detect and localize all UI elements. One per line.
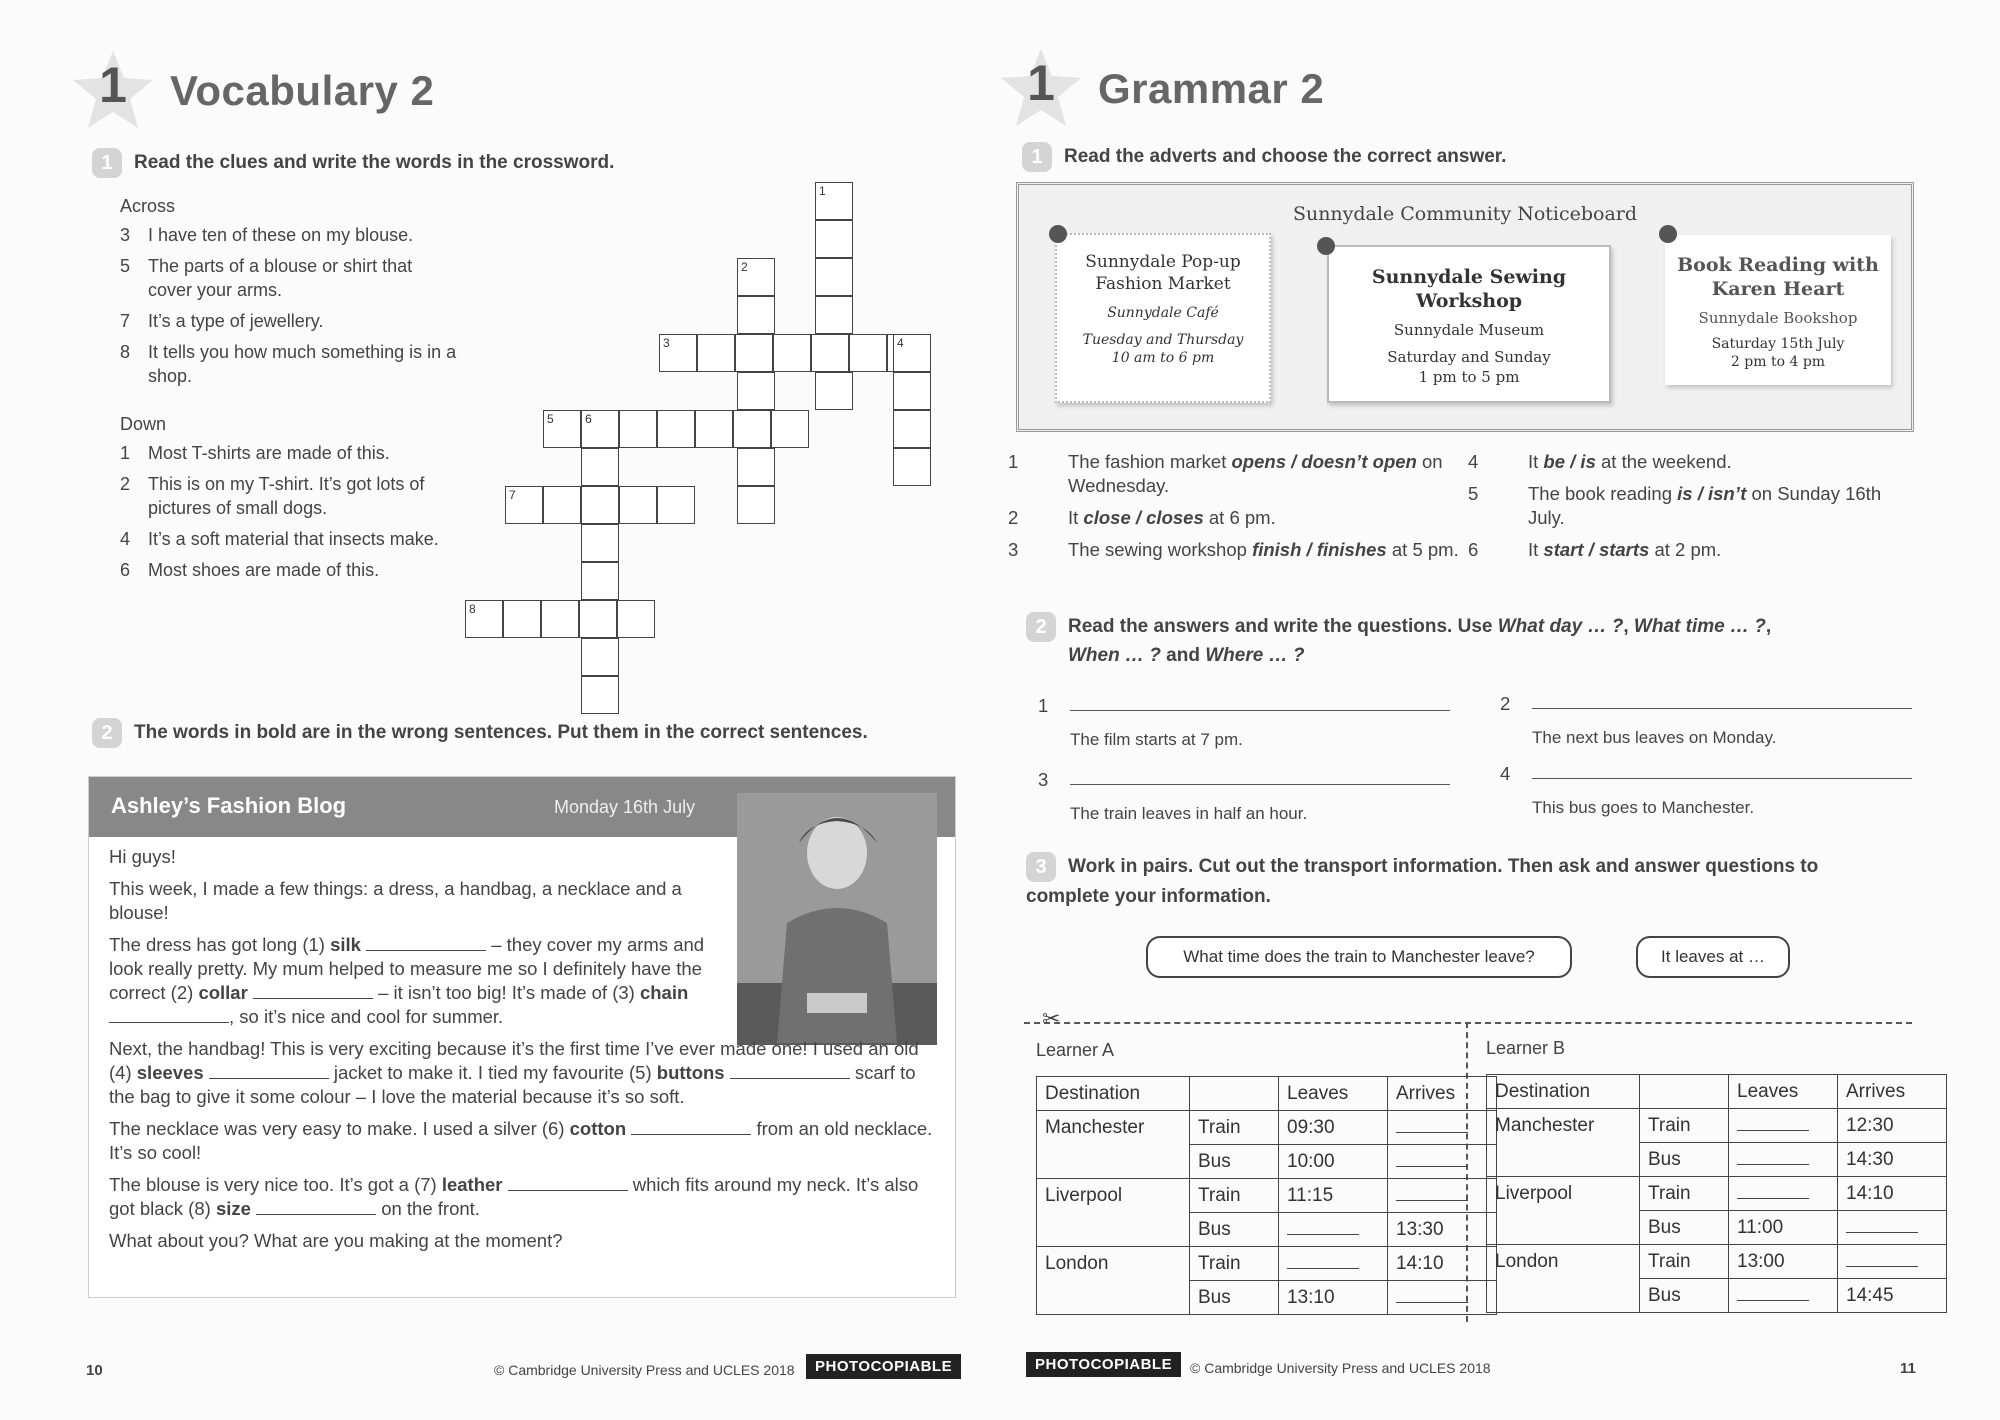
- crossword-cell[interactable]: 5: [543, 410, 581, 448]
- header-cell: Arrives: [1388, 1077, 1497, 1111]
- leaves-blank[interactable]: [1279, 1213, 1388, 1247]
- header-cell: Leaves: [1729, 1075, 1838, 1109]
- crossword-cell[interactable]: [737, 372, 775, 410]
- mode-cell: Bus: [1640, 1143, 1729, 1177]
- crossword-cell[interactable]: [503, 600, 541, 638]
- grammar-question: 2 It close / closes at 6 pm.: [1008, 507, 1276, 528]
- grammar-question: 5 The book reading is / isn’t on Sunday 16th July.: [1468, 483, 1882, 528]
- leaves-cell: 11:00: [1729, 1211, 1838, 1245]
- crossword-cell[interactable]: 4: [893, 334, 931, 372]
- page-number-left: 10: [86, 1362, 103, 1379]
- fashion-blog: [88, 776, 956, 1298]
- leaves-cell: 13:10: [1279, 1281, 1388, 1315]
- grammar-exercise-2-instruction: 2 Read the answers and write the questions. Use What day … ?, What time … ?, When … ? and Where … ?: [1026, 612, 1886, 670]
- clues: [120, 196, 460, 589]
- answer-choice[interactable]: start / starts: [1543, 539, 1650, 560]
- down-heading: Down: [120, 414, 167, 434]
- crossword-cell[interactable]: [619, 486, 657, 524]
- crossword-cell[interactable]: [737, 448, 775, 486]
- mode-cell: Train: [1640, 1177, 1729, 1211]
- arrives-cell: 14:10: [1838, 1177, 1947, 1211]
- crossword-cell[interactable]: [815, 372, 853, 410]
- mode-cell: Train: [1640, 1245, 1729, 1279]
- arrives-blank[interactable]: [1838, 1211, 1947, 1245]
- crossword-cell[interactable]: 1: [815, 182, 853, 220]
- table-row: [1487, 1177, 1947, 1211]
- destination-cell: Manchester: [1487, 1109, 1640, 1177]
- grammar-exercise-3-instruction: 3 Work in pairs. Cut out the transport information. Then ask and answer questions to complete your information.: [1026, 852, 1906, 911]
- exercise-badge: 1: [1022, 142, 1052, 172]
- crossword-cell[interactable]: [617, 600, 655, 638]
- arrives-blank[interactable]: [1388, 1145, 1497, 1179]
- question-number: 1: [1038, 695, 1049, 716]
- destination-cell: Manchester: [1037, 1111, 1190, 1179]
- answer-choice[interactable]: finish / finishes: [1252, 539, 1387, 560]
- arrives-cell: 14:45: [1838, 1279, 1947, 1313]
- speech-bubble-answer: It leaves at …: [1636, 936, 1790, 978]
- given-answer: The next bus leaves on Monday.: [1532, 728, 1777, 747]
- clue-item: 6 Most shoes are made of this.: [120, 560, 380, 580]
- pin-icon: [1049, 225, 1067, 243]
- question-number: 3: [1038, 769, 1049, 790]
- crossword-cell[interactable]: [737, 296, 775, 334]
- mode-cell: Train: [1190, 1179, 1279, 1213]
- learner-a-label: Learner A: [1036, 1040, 1115, 1060]
- mode-cell: Bus: [1190, 1213, 1279, 1247]
- exercise-badge: 1: [92, 148, 122, 178]
- crossword-cell[interactable]: [737, 486, 775, 524]
- crossword-cell[interactable]: 7: [505, 486, 543, 524]
- crossword-cell[interactable]: [773, 334, 811, 372]
- leaves-cell: 10:00: [1279, 1145, 1388, 1179]
- given-answer: This bus goes to Manchester.: [1532, 798, 1755, 817]
- crossword-cell[interactable]: 2: [737, 258, 775, 296]
- answer-choice[interactable]: be / is: [1543, 451, 1596, 472]
- destination-cell: London: [1487, 1245, 1640, 1313]
- blog-date: Monday 16th July: [554, 797, 696, 817]
- header-cell: Arrives: [1838, 1075, 1947, 1109]
- grammar-question: 3 The sewing workshop finish / finishes at 5 pm.: [1008, 539, 1459, 560]
- exercise-1-instruction: 1 Read the clues and write the words in the crossword.: [92, 148, 614, 178]
- timetable-learner-a: [1036, 1076, 1497, 1315]
- exercise-2-instruction: 2 The words in bold are in the wrong sentences. Put them in the correct sentences.: [92, 718, 868, 748]
- mode-cell: Bus: [1640, 1211, 1729, 1245]
- unit-title-grammar: [998, 46, 1324, 132]
- leaves-blank[interactable]: [1279, 1247, 1388, 1281]
- crossword-cell[interactable]: [815, 296, 853, 334]
- arrives-blank[interactable]: [1388, 1179, 1497, 1213]
- scissors-icon: ✂: [1042, 1006, 1061, 1031]
- leaves-blank[interactable]: [1729, 1143, 1838, 1177]
- question-number: 2: [1500, 693, 1511, 714]
- crossword-cell[interactable]: [811, 334, 849, 372]
- photocopiable-label-left: PHOTOCOPIABLE: [806, 1354, 961, 1379]
- leaves-blank[interactable]: [1729, 1279, 1838, 1313]
- advert-sewing-workshop: Sunnydale Sewing Workshop Sunnydale Museum Saturday and Sunday 1 pm to 5 pm: [1327, 245, 1611, 403]
- crossword-cell[interactable]: [815, 258, 853, 296]
- copyright-left: © Cambridge University Press and UCLES 2018: [494, 1362, 795, 1378]
- star-icon: [998, 46, 1084, 132]
- mode-cell: Bus: [1190, 1281, 1279, 1315]
- table-header: [1487, 1075, 1947, 1109]
- answer-line[interactable]: [1532, 778, 1912, 779]
- crossword-cell[interactable]: [697, 334, 735, 372]
- speech-bubble-question: What time does the train to Manchester leave?: [1146, 936, 1572, 978]
- noticeboard-title: Sunnydale Community Noticeboard: [1292, 203, 1638, 225]
- table-row: [1487, 1109, 1947, 1143]
- clue-item: 1 Most T-shirts are made of this.: [120, 443, 390, 463]
- blog-text: Hi guys! This week, I made a few things: a dress, a handbag, a necklace and a blouse! The dress has got long (1) silk – they cover my arms and look really pretty. My mum helped to measure me so I definitely have the correct (2) collar – it isn’t too big! It’s made of (3) chain , so it’s nice and cool for summer. Next, the handbag! This is very exciting because it’s the first time I’ve ever made one! I used an old (4) sleeves jacket to make it. I tied my favourite (5) buttons scarf to the bag to give it some colour – I love the material because it’s so soft. The necklace was very easy to make. I used a silver (6) cotton from an old necklace. It’s so cool! The blouse is very nice too. It’s got a (7) leather which fits around my neck. It’s also got black (8) size on the front. What about you? What are you making at the moment?: [109, 846, 933, 1251]
- answer-choice[interactable]: is / isn’t: [1677, 483, 1747, 504]
- cut-line: [1024, 1022, 1912, 1024]
- learner-b-label: Learner B: [1486, 1038, 1566, 1058]
- crossword-cell[interactable]: [579, 600, 617, 638]
- header-cell: Destination: [1037, 1077, 1190, 1111]
- crossword-cell[interactable]: 6: [581, 410, 619, 448]
- clue-item: 5 The parts of a blouse or shirt that cover your arms.: [120, 256, 413, 300]
- crossword-cell[interactable]: [657, 486, 695, 524]
- pin-icon: [1659, 225, 1677, 243]
- leaves-blank[interactable]: [1729, 1177, 1838, 1211]
- clue-item: 3 I have ten of these on my blouse.: [120, 225, 414, 245]
- photocopiable-label-right: PHOTOCOPIABLE: [1026, 1352, 1181, 1377]
- answer-line[interactable]: [1070, 784, 1450, 785]
- copyright-right: © Cambridge University Press and UCLES 2018: [1190, 1360, 1491, 1376]
- arrives-cell: 13:30: [1388, 1213, 1497, 1247]
- unit-number: 1: [99, 57, 127, 113]
- crossword-cell[interactable]: 8: [465, 600, 503, 638]
- community-noticeboard: [1016, 182, 1914, 432]
- mode-cell: Bus: [1640, 1279, 1729, 1313]
- crossword-cell[interactable]: [581, 638, 619, 676]
- crossword-cell[interactable]: [619, 410, 657, 448]
- pin-icon: [1317, 237, 1335, 255]
- arrives-blank[interactable]: [1388, 1281, 1497, 1315]
- header-cell: [1640, 1075, 1729, 1109]
- arrives-blank[interactable]: [1388, 1111, 1497, 1145]
- unit-number: 1: [1027, 55, 1055, 111]
- crossword-cell[interactable]: [893, 410, 931, 448]
- mode-cell: Train: [1190, 1111, 1279, 1145]
- exercise-badge: 3: [1026, 852, 1056, 882]
- answer-choice[interactable]: close / closes: [1083, 507, 1204, 528]
- crossword-cell[interactable]: [695, 410, 733, 448]
- grammar-question: 6 It start / starts at 2 pm.: [1468, 539, 1722, 560]
- table-row: [1037, 1111, 1497, 1145]
- table-header: [1037, 1077, 1497, 1111]
- arrives-cell: 14:10: [1388, 1247, 1497, 1281]
- header-cell: Destination: [1487, 1075, 1640, 1109]
- crossword-cell[interactable]: [581, 562, 619, 600]
- destination-cell: London: [1037, 1247, 1190, 1315]
- clue-item: 7 It’s a type of jewellery.: [120, 311, 324, 331]
- answer-line[interactable]: [1070, 710, 1450, 711]
- grammar-question: 4 It be / is at the weekend.: [1468, 451, 1732, 472]
- crossword-cell[interactable]: [581, 524, 619, 562]
- header-cell: Leaves: [1279, 1077, 1388, 1111]
- given-answer: The train leaves in half an hour.: [1070, 804, 1308, 823]
- page-number-right: 11: [1900, 1360, 1916, 1377]
- header-cell: [1190, 1077, 1279, 1111]
- crossword-cell[interactable]: [849, 334, 887, 372]
- question-number: 4: [1500, 763, 1511, 784]
- timetable-learner-b: [1486, 1074, 1947, 1313]
- crossword-cell[interactable]: [581, 448, 619, 486]
- crossword-cell[interactable]: [657, 410, 695, 448]
- leaves-cell: 13:00: [1729, 1245, 1838, 1279]
- table-row: [1487, 1245, 1947, 1279]
- mode-cell: Train: [1640, 1109, 1729, 1143]
- arrives-blank[interactable]: [1838, 1245, 1947, 1279]
- crossword-cell[interactable]: [581, 486, 619, 524]
- given-answer: The film starts at 7 pm.: [1070, 730, 1243, 749]
- crossword-cell[interactable]: [815, 220, 853, 258]
- page-title: Grammar 2: [1098, 65, 1325, 112]
- crossword-cell[interactable]: 3: [659, 334, 697, 372]
- crossword-cell[interactable]: [733, 410, 771, 448]
- answer-choice[interactable]: opens / doesn’t open: [1231, 451, 1417, 472]
- crossword-cell[interactable]: [735, 334, 773, 372]
- crossword-cell[interactable]: [893, 372, 931, 410]
- arrives-cell: 14:30: [1838, 1143, 1947, 1177]
- advert-fashion-market: Sunnydale Pop-up Fashion Market Sunnydale Café Tuesday and Thursday 10 am to 6 pm: [1055, 233, 1271, 403]
- across-heading: Across: [120, 196, 176, 216]
- destination-cell: Liverpool: [1037, 1179, 1190, 1247]
- crossword-cell[interactable]: [893, 448, 931, 486]
- crossword-cell[interactable]: [541, 600, 579, 638]
- advert-book-reading: Book Reading with Karen Heart Sunnydale Bookshop Saturday 15th July 2 pm to 4 pm: [1665, 235, 1891, 385]
- clue-item: 2 This is on my T-shirt. It’s got lots of pictures of small dogs.: [120, 474, 425, 518]
- blog-title: Ashley’s Fashion Blog: [111, 793, 347, 818]
- grammar-question: 1 The fashion market opens / doesn’t open on Wednesday.: [1008, 451, 1443, 496]
- grammar-exercise-1-instruction: 1 Read the adverts and choose the correct answer.: [1022, 142, 1506, 172]
- page-title: Vocabulary 2: [170, 67, 435, 114]
- exercise-badge: 2: [1026, 612, 1056, 642]
- clue-item: 8 It tells you how much something is in a shop.: [120, 342, 457, 386]
- table-row: [1037, 1247, 1497, 1281]
- crossword-cell[interactable]: [771, 410, 809, 448]
- clue-item: 4 It’s a soft material that insects make.: [120, 529, 439, 549]
- destination-cell: Liverpool: [1487, 1177, 1640, 1245]
- answer-line[interactable]: [1532, 708, 1912, 709]
- unit-title-vocabulary: [70, 48, 434, 134]
- leaves-cell: 09:30: [1279, 1111, 1388, 1145]
- crossword-cell[interactable]: [543, 486, 581, 524]
- arrives-cell: 12:30: [1838, 1109, 1947, 1143]
- mode-cell: Train: [1190, 1247, 1279, 1281]
- star-icon: [70, 48, 156, 134]
- table-row: [1037, 1179, 1497, 1213]
- mode-cell: Bus: [1190, 1145, 1279, 1179]
- crossword-cell[interactable]: [581, 676, 619, 714]
- exercise-badge: 2: [92, 718, 122, 748]
- leaves-blank[interactable]: [1729, 1109, 1838, 1143]
- leaves-cell: 11:15: [1279, 1179, 1388, 1213]
